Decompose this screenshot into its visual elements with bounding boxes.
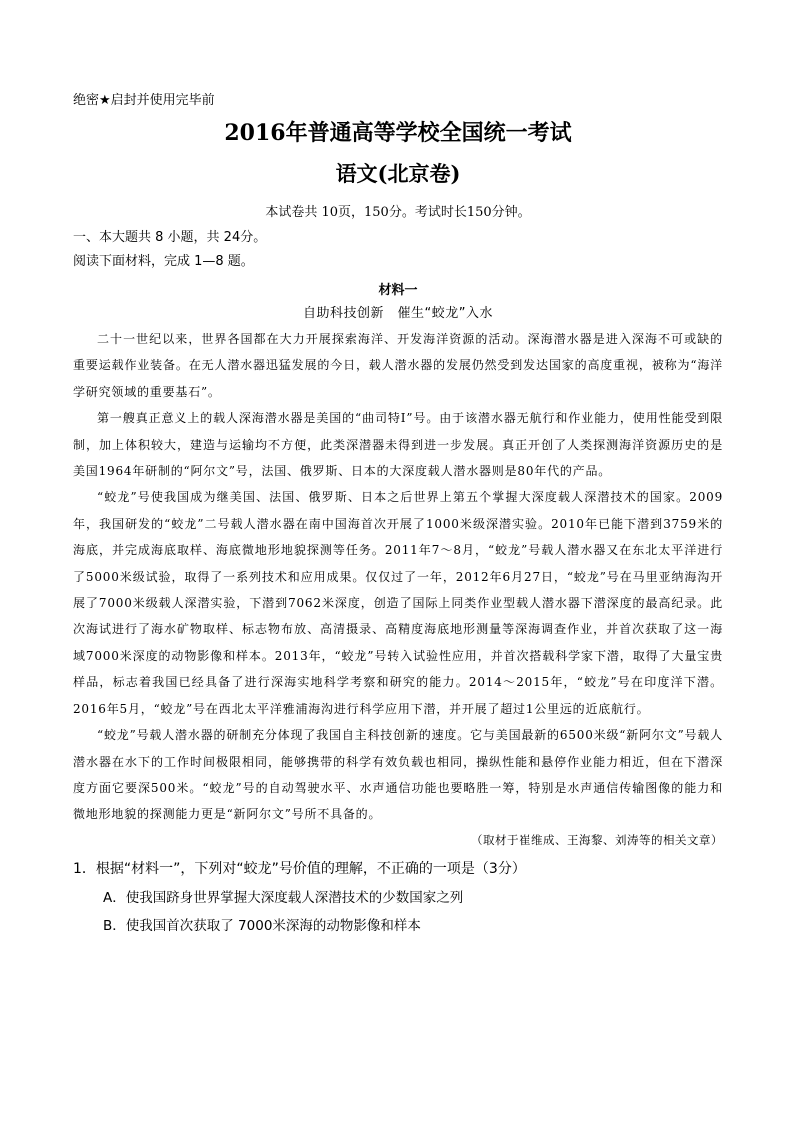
confidential-label: 绝密★启封并使用完毕前 [73, 93, 215, 108]
article-paragraph: “蛟龙”号载人潜水器的研制充分体现了我国自主科技创新的速度。它与美国最新的6500米级“新阿尔文”号载人潜水器在水下的工作时间极限相同，能够携带的科学有效负载也相同，操纵性能和悬停作业能力相近，但在下潜深度方面它要深500米。“蛟龙”号的自动驾驶水平、水声通信功能也要略胜一筹，特别是水声通信传输图像的能力和微地形地貌的探测能力更是“新阿尔文”号所不具备的。 [73, 728, 723, 822]
material-label: 材料一 [378, 283, 418, 298]
exam-info: 本试卷共 10页，150分。考试时长150分钟。 [265, 205, 531, 220]
answer-option-a: A．使我国跻身世界掌握大深度载人深潜技术的少数国家之列 [103, 889, 464, 906]
section-instruction: 阅读下面材料，完成 1—8 题。 [73, 254, 254, 269]
section-heading: 一、本大题共 8 小题，共 24分。 [73, 230, 267, 245]
article-paragraph: 二十一世纪以来，世界各国都在大力开展探索海洋、开发海洋资源的活动。深海潜水器是进入深海不可或缺的重要运载作业装备。在无人潜水器迅猛发展的今日，载人潜水器的发展仍然受到发达国家的高度重视，被称为“海洋学研究领域的重要基石”。 [73, 332, 723, 399]
exam-page [73, 92, 723, 940]
article-source: （取材于崔维成、王海黎、刘涛等的相关文章） [471, 832, 723, 847]
exam-subtitle: 语文(北京卷) [335, 161, 461, 186]
question-stem: 1．根据“材料一”，下列对“蛟龙”号价值的理解，不正确的一项是（3分） [73, 860, 526, 877]
exam-title: 2016年普通高等学校全国统一考试 [224, 120, 572, 146]
article-paragraph: “蛟龙”号使我国成为继美国、法国、俄罗斯、日本之后世界上第五个掌握大深度载人深潜技术的国家。2009年，我国研发的“蛟龙”二号载人潜水器在南中国海首次开展了1000米级深潜实验。2010年已能下潜到3759米的海底，并完成海底取样、海底微地形地貌探测等任务。2011年7～8月，“蛟龙”号载人潜水器又在东北太平洋进行了5000米级试验，取得了一系列技术和应用成果。仅仅过了一年，2012年6月27日，“蛟龙”号在马里亚纳海沟开展了7000米级载人深潜实验，下潜到7062米深度，创造了国际上同类作业型载人潜水器下潜深度的最高纪录。此次海试进行了海水矿物取样、标志物布放、高清摄录、高精度海底地形测量等深海调查作业，并首次获取了这一海域7000米深度的动物影像和样本。2013年，“蛟龙”号转入试验性应用，并首次搭载科学家下潜，取得了大量宝贵样品，标志着我国已经具备了进行深海实地科学考察和研究的能力。2014～2015年，“蛟龙”号在印度洋下潜。2016年5月，“蛟龙”号在西北太平洋雅浦海沟进行科学应用下潜，并开展了超过1公里远的近底航行。 [73, 490, 723, 716]
article-paragraph: 第一艘真正意义上的载人深海潜水器是美国的“曲司特Ⅰ”号。由于该潜水器无航行和作业能力，使用性能受到限制，加上体积较大，建造与运输均不方便，此类深潜器未得到进一步发展。真正开创了人类探测海洋资源历史的是美国1964年研制的“阿尔文”号，法国、俄罗斯、日本的大深度载人潜水器则是80年代的产品。 [73, 411, 723, 479]
article-title: 自助科技创新 催生“蛟龙”入水 [303, 306, 493, 321]
answer-option-b: B．使我国首次获取了 7000米深海的动物影像和样本 [103, 917, 421, 934]
